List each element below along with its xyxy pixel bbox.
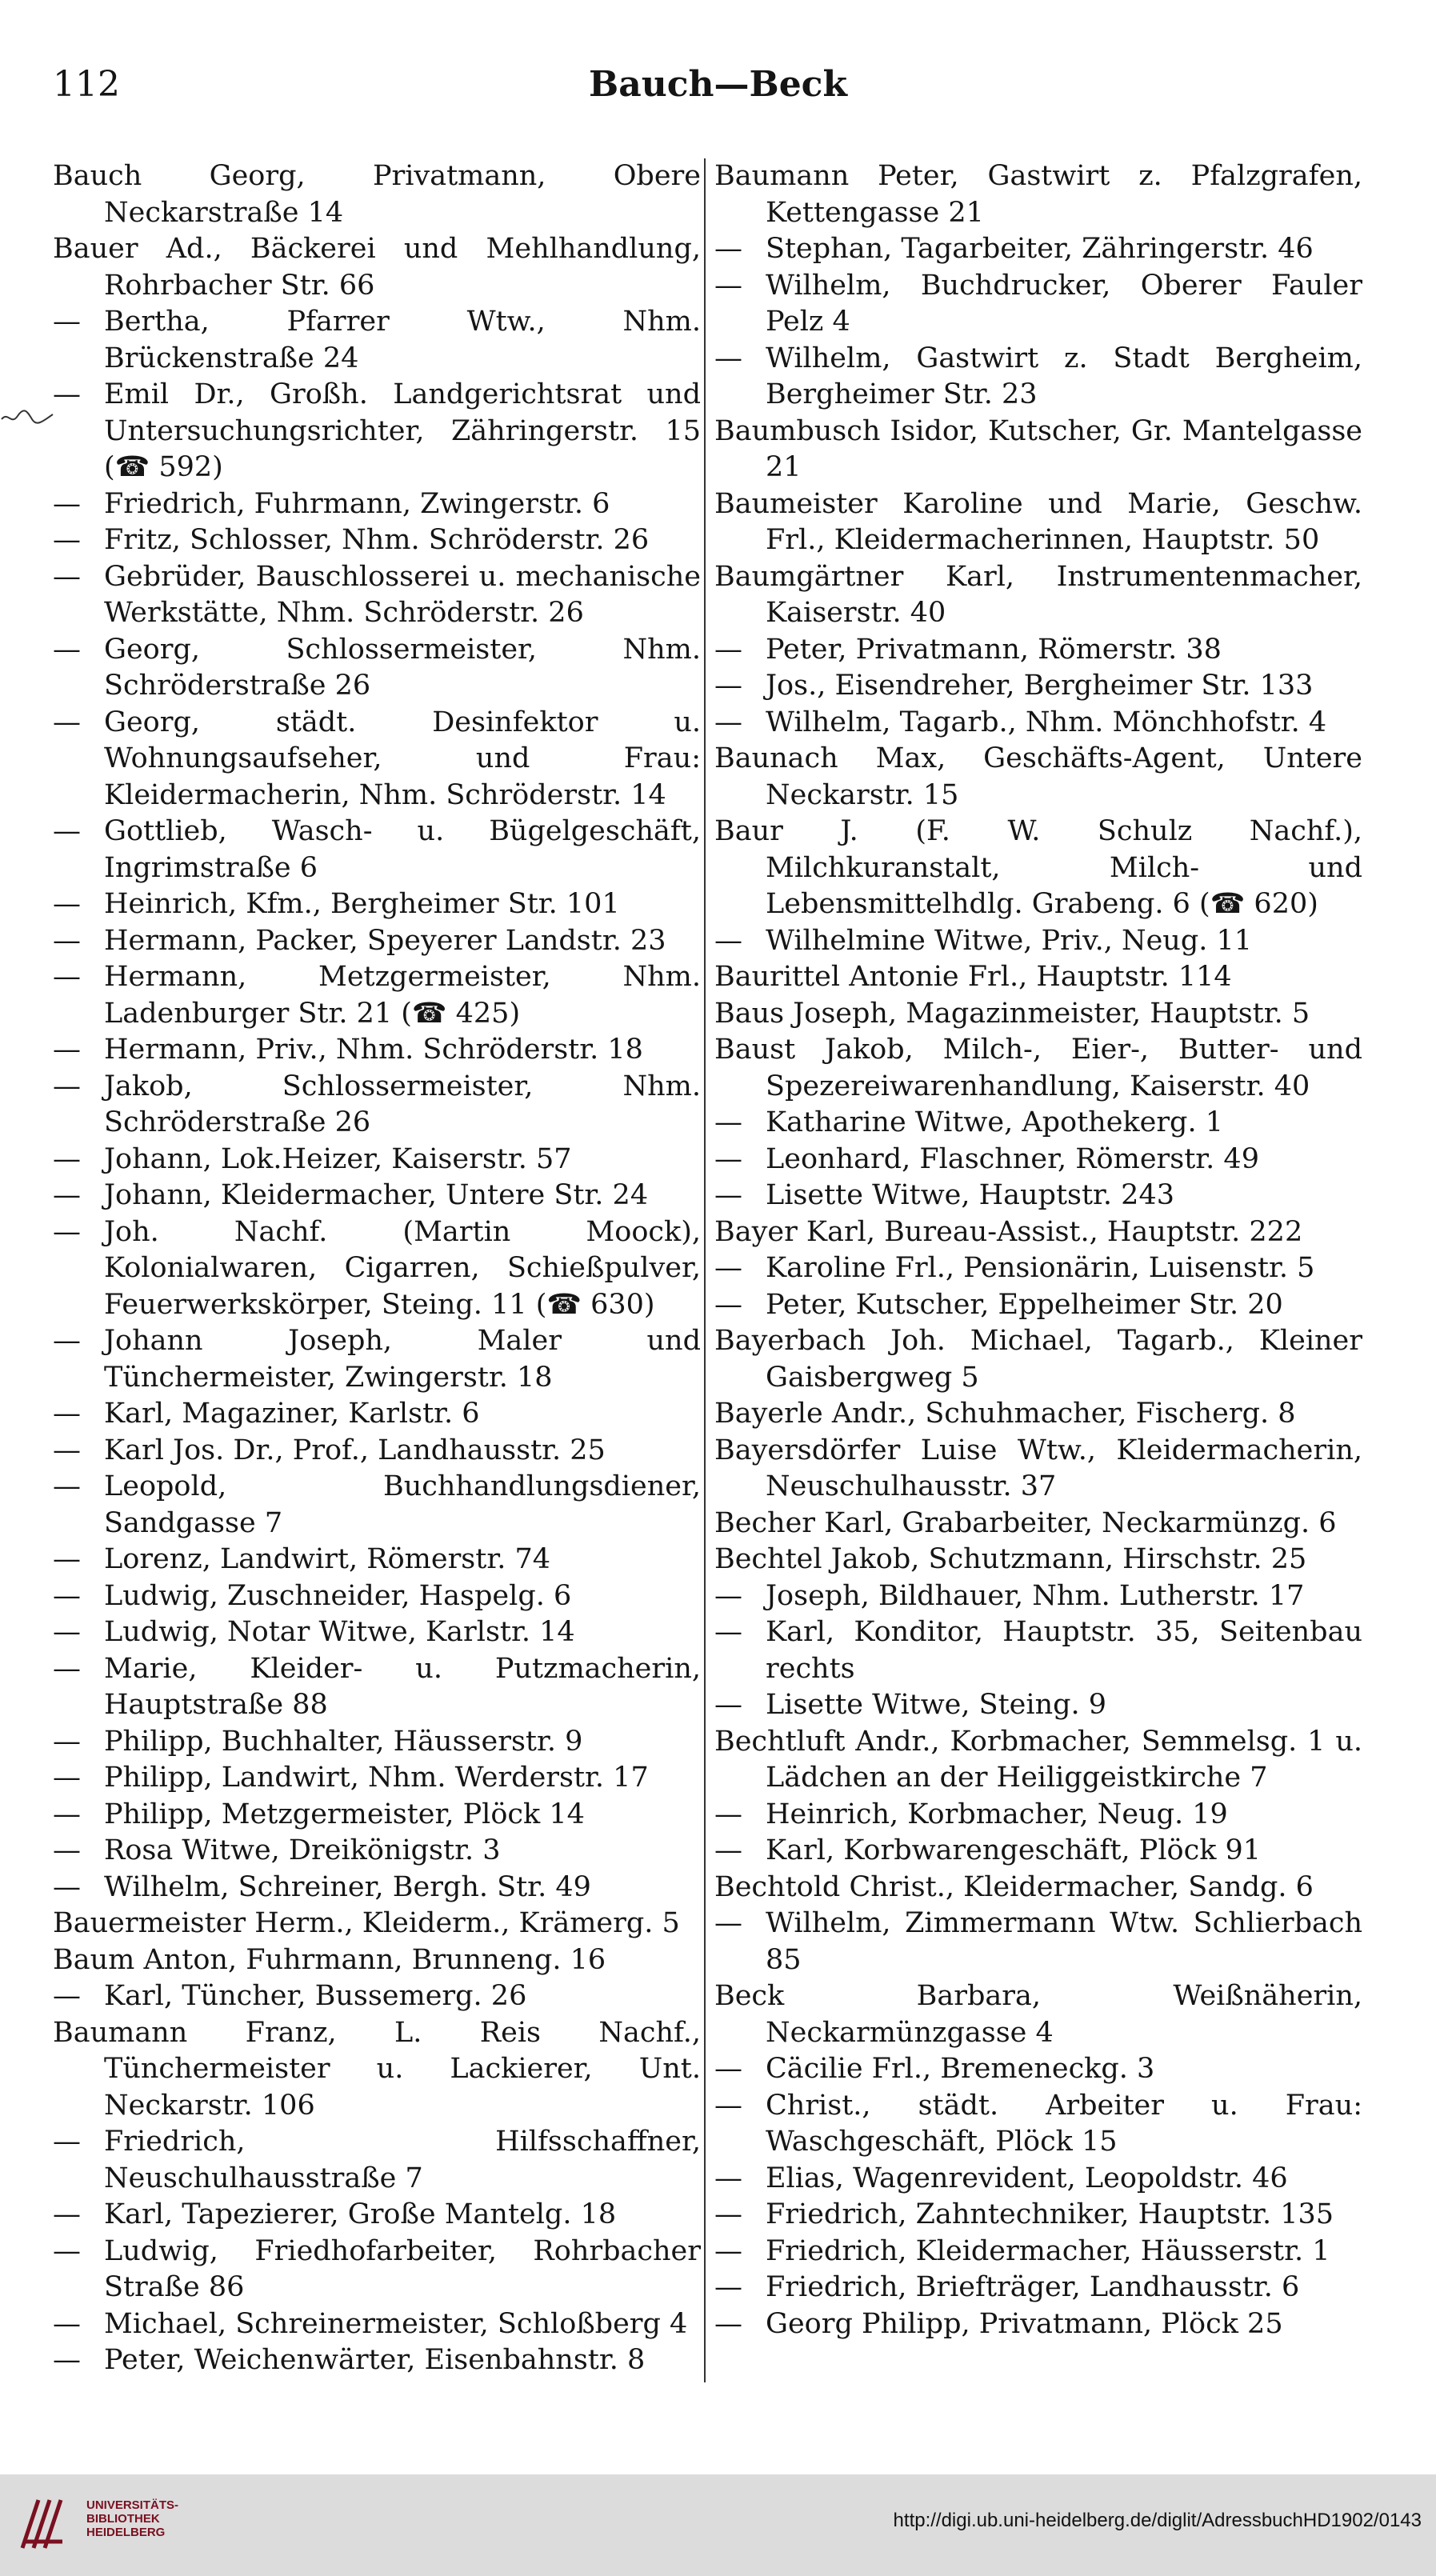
entry-text: Johann, Kleidermacher, Untere Str. 24 (104, 1179, 649, 1211)
directory-entry (53, 1760, 701, 1797)
ditto-dash: — (53, 378, 81, 410)
directory-entry (714, 1797, 1362, 1834)
handwritten-margin-mark-icon (0, 405, 56, 429)
directory-entry (714, 1870, 1362, 1906)
directory-entry (714, 158, 1362, 231)
ditto-dash: — (53, 1834, 81, 1866)
entry-text: Gottlieb, Wasch- u. Bügelgeschäft, Ingrimstraße 6 (104, 815, 701, 884)
directory-entry (714, 341, 1362, 414)
directory-entry (714, 268, 1362, 341)
ditto-dash: — (714, 633, 742, 666)
ditto-dash: — (53, 487, 81, 520)
directory-entry (714, 814, 1362, 923)
column-divider (704, 158, 706, 2382)
entry-text: Cäcilie Frl., Bremeneckg. 3 (766, 2053, 1155, 2085)
logo-line: HEIDELBERG (86, 2526, 166, 2539)
directory-entry (714, 1978, 1362, 2051)
entry-text: Baumbusch Isidor, Kutscher, Gr. Mantelgasse 21 (714, 414, 1362, 483)
directory-entry (714, 668, 1362, 705)
directory-entry (714, 1578, 1362, 1615)
page-number: 112 (53, 64, 120, 105)
ditto-dash: — (53, 2234, 81, 2267)
left-column (53, 158, 701, 2379)
directory-entry (714, 2161, 1362, 2198)
entry-text: Lorenz, Landwirt, Römerstr. 74 (104, 1543, 551, 1575)
entry-text: Becher Karl, Grabarbeiter, Neckarmünzg. 6 (714, 1506, 1337, 1539)
ditto-dash: — (53, 1470, 81, 1502)
directory-entry (714, 1142, 1362, 1178)
entry-text: Lisette Witwe, Steing. 9 (766, 1689, 1107, 1721)
directory-entry (53, 486, 701, 523)
entry-text: Georg Philipp, Privatmann, Plöck 25 (766, 2307, 1283, 2340)
ditto-dash: — (714, 1142, 742, 1175)
entry-text: Wilhelm, Buchdrucker, Oberer Fauler Pelz 4 (766, 269, 1362, 338)
entry-text: Philipp, Buchhalter, Häusserstr. 9 (104, 1725, 583, 1758)
entry-text: Ludwig, Notar Witwe, Karlstr. 14 (104, 1616, 575, 1648)
ditto-dash: — (714, 1907, 742, 1939)
ditto-dash: — (53, 924, 81, 957)
ditto-dash: — (53, 1142, 81, 1175)
entry-text: Baus Joseph, Magazinmeister, Hauptstr. 5 (714, 997, 1310, 1030)
ditto-dash: — (53, 2198, 81, 2230)
directory-entry (714, 414, 1362, 486)
entry-text: Jakob, Schlossermeister, Nhm. Schröderstraße 26 (104, 1070, 701, 1138)
entry-text: Bayersdörfer Luise Wtw., Kleidermacherin, Neuschulhausstr. 37 (714, 1434, 1362, 1502)
entry-text: Philipp, Landwirt, Nhm. Werderstr. 17 (104, 1762, 649, 1794)
ditto-dash: — (53, 1398, 81, 1430)
directory-entry (53, 1578, 701, 1615)
directory-entry (53, 1396, 701, 1433)
directory-entry (714, 1506, 1362, 1542)
ditto-dash: — (53, 1870, 81, 1903)
entry-text: Leonhard, Flaschner, Römerstr. 49 (766, 1142, 1259, 1175)
directory-entry (714, 705, 1362, 742)
ditto-dash: — (53, 524, 81, 556)
entry-text: Baumgärtner Karl, Instrumentenmacher, Kaiserstr. 40 (714, 560, 1362, 629)
entry-text: Baur J. (F. W. Schulz Nachf.), Milchkuranstalt, Milch- und Lebensmittelhdlg. Grabeng. 6 (☎ 620) (714, 815, 1362, 920)
entry-text: Joh. Nachf. (Martin Moock), Kolonialwaren, Cigarren, Schießpulver, Feuerwerkskörper, Steing. 11 (☎ 630) (104, 1215, 701, 1321)
ditto-dash: — (714, 2162, 742, 2194)
entry-text: Karl Jos. Dr., Prof., Landhausstr. 25 (104, 1434, 606, 1466)
entry-text: Baumann Franz, L. Reis Nachf., Tünchermeister u. Lackierer, Unt. Neckarstr. 106 (53, 2016, 701, 2122)
ditto-dash: — (714, 269, 742, 302)
entry-text: Baust Jakob, Milch-, Eier-, Butter- und Spezereiwarenhandlung, Kaiserstr. 40 (714, 1034, 1362, 1102)
entry-text: Bechtel Jakob, Schutzmann, Hirschstr. 25 (714, 1543, 1307, 1575)
ditto-dash: — (53, 1434, 81, 1466)
directory-entry (714, 231, 1362, 268)
ditto-dash: — (714, 2198, 742, 2230)
directory-entry (53, 231, 701, 304)
ditto-dash: — (714, 342, 742, 374)
directory-entry (53, 377, 701, 486)
directory-entry (53, 522, 701, 559)
ditto-dash: — (53, 1652, 81, 1685)
entry-text: Stephan, Tagarbeiter, Zähringerstr. 46 (766, 233, 1314, 265)
directory-entry (53, 1833, 701, 1870)
directory-entry (53, 1542, 701, 1578)
ditto-dash: — (714, 2234, 742, 2267)
entry-text: Beck Barbara, Weißnäherin, Neckarmünzgasse 4 (714, 1980, 1362, 2049)
ditto-dash: — (53, 815, 81, 847)
ditto-dash: — (53, 961, 81, 993)
ditto-dash: — (53, 1980, 81, 2012)
entry-text: Bechtluft Andr., Korbmacher, Semmelsg. 1 u. Lädchen an der Heiliggeistkirche 7 (714, 1725, 1362, 1794)
directory-entry (53, 158, 701, 231)
ditto-dash: — (714, 1689, 742, 1721)
directory-entry (53, 1469, 701, 1542)
entry-text: Hermann, Metzgermeister, Nhm. Ladenburger Str. 21 (☎ 425) (104, 961, 701, 1030)
directory-entry (714, 1323, 1362, 1396)
ditto-dash: — (53, 2126, 81, 2158)
ditto-dash: — (53, 1179, 81, 1211)
entry-text: Karl, Magaziner, Karlstr. 6 (104, 1398, 480, 1430)
directory-entry (53, 2234, 701, 2306)
entry-text: Georg, städt. Desinfektor u. Wohnungsaufseher, und Frau: Kleidermacherin, Nhm. Schröderstr. 14 (104, 706, 701, 811)
entry-text: Friedrich, Briefträger, Landhausstr. 6 (766, 2271, 1300, 2303)
entry-text: Bayer Karl, Bureau-Assist., Hauptstr. 222 (714, 1215, 1303, 1248)
ditto-dash: — (53, 1543, 81, 1575)
directory-entry (53, 1433, 701, 1470)
directory-entry (714, 559, 1362, 632)
running-head: Bauch—Beck (589, 64, 847, 105)
directory-entry (714, 1287, 1362, 1324)
directory-entry (53, 1614, 701, 1651)
directory-entry (714, 486, 1362, 559)
entry-text: Bauch Georg, Privatmann, Obere Neckarstraße 14 (53, 160, 701, 229)
entry-text: Katharine Witwe, Apothekerg. 1 (766, 1106, 1223, 1138)
ditto-dash: — (53, 888, 81, 920)
directory-entry (53, 1069, 701, 1142)
directory-entry (714, 1214, 1362, 1251)
entry-text: Wilhelm, Zimmermann Wtw. Schlierbach 85 (766, 1907, 1362, 1976)
directory-entry (53, 1724, 701, 1761)
directory-entry (53, 1214, 701, 1324)
entry-text: Marie, Kleider- u. Putzmacherin, Hauptstraße 88 (104, 1652, 701, 1721)
directory-entry (714, 923, 1362, 960)
entry-text: Philipp, Metzgermeister, Plöck 14 (104, 1798, 585, 1830)
entry-text: Karl, Korbwarengeschäft, Plöck 91 (766, 1834, 1262, 1866)
directory-entry (53, 1797, 701, 1834)
entry-text: Friedrich, Kleidermacher, Häusserstr. 1 (766, 2234, 1330, 2267)
directory-entry (714, 1396, 1362, 1433)
entry-text: Bauermeister Herm., Kleiderm., Krämerg. 5 (53, 1907, 680, 1939)
directory-entry (53, 1870, 701, 1906)
ditto-dash: — (714, 1288, 742, 1321)
entry-text: Peter, Kutscher, Eppelheimer Str. 20 (766, 1288, 1283, 1321)
entry-text: Friedrich, Fuhrmann, Zwingerstr. 6 (104, 487, 610, 520)
directory-entry (53, 923, 701, 960)
ditto-dash: — (53, 1325, 81, 1357)
directory-entry (53, 886, 701, 923)
entry-text: Emil Dr., Großh. Landgerichtsrat und Untersuchungsrichter, Zähringerstr. 15 (☎ 592) (104, 378, 701, 483)
entry-text: Baum Anton, Fuhrmann, Brunneng. 16 (53, 1943, 606, 1976)
entry-text: Wilhelmine Witwe, Priv., Neug. 11 (766, 924, 1253, 957)
directory-entry (53, 2197, 701, 2234)
directory-entry (53, 2124, 701, 2197)
entry-text: Lisette Witwe, Hauptstr. 243 (766, 1179, 1174, 1211)
entry-text: Bertha, Pfarrer Wtw., Nhm. Brückenstraße 24 (104, 306, 701, 374)
entry-text: Johann, Lok.Heizer, Kaiserstr. 57 (104, 1142, 572, 1175)
directory-entry (53, 1178, 701, 1214)
ditto-dash: — (714, 2053, 742, 2085)
entry-text: Baurittel Antonie Frl., Hauptstr. 114 (714, 961, 1232, 993)
directory-entry (53, 1142, 701, 1178)
ditto-dash: — (53, 2307, 81, 2340)
ditto-dash: — (714, 1106, 742, 1138)
directory-entry (714, 2234, 1362, 2270)
library-logo-text (86, 2498, 178, 2539)
directory-entry (714, 1724, 1362, 1797)
ditto-dash: — (53, 1034, 81, 1066)
ditto-dash: — (714, 233, 742, 265)
directory-entry (714, 959, 1362, 996)
right-column (714, 158, 1362, 2342)
directory-entry (53, 1032, 701, 1069)
directory-entry (53, 959, 701, 1032)
directory-entry (53, 2342, 701, 2379)
ditto-dash: — (714, 2307, 742, 2340)
entry-text: Karl, Tapezierer, Große Mantelg. 18 (104, 2198, 617, 2230)
ditto-dash: — (53, 706, 81, 738)
ditto-dash: — (53, 633, 81, 666)
entry-text: Heinrich, Kfm., Bergheimer Str. 101 (104, 888, 620, 920)
directory-entry (53, 2306, 701, 2343)
directory-entry (714, 2270, 1362, 2306)
directory-entry (714, 1433, 1362, 1506)
entry-text: Leopold, Buchhandlungsdiener, Sandgasse 7 (104, 1470, 701, 1539)
ditto-dash: — (714, 670, 742, 702)
ditto-dash: — (53, 1798, 81, 1830)
entry-text: Baumeister Karoline und Marie, Geschw. Frl., Kleidermacherinnen, Hauptstr. 50 (714, 487, 1362, 556)
entry-text: Bayerle Andr., Schuhmacher, Fischerg. 8 (714, 1398, 1296, 1430)
ditto-dash: — (714, 706, 742, 738)
entry-text: Bauer Ad., Bäckerei und Mehlhandlung, Rohrbacher Str. 66 (53, 233, 701, 302)
directory-entry (53, 1323, 701, 1396)
ditto-dash: — (53, 1579, 81, 1612)
ditto-dash: — (714, 1616, 742, 1648)
ditto-dash: — (714, 1179, 742, 1211)
directory-entry (714, 1614, 1362, 1687)
entry-text: Joseph, Bildhauer, Nhm. Lutherstr. 17 (766, 1579, 1305, 1612)
entry-text: Friedrich, Zahntechniker, Hauptstr. 135 (766, 2198, 1334, 2230)
ditto-dash: — (53, 1762, 81, 1794)
entry-text: Gebrüder, Bauschlosserei u. mechanische Werkstätte, Nhm. Schröderstr. 26 (104, 560, 701, 629)
directory-entry (714, 1687, 1362, 1724)
entry-text: Heinrich, Korbmacher, Neug. 19 (766, 1798, 1228, 1830)
entry-text: Wilhelm, Schreiner, Bergh. Str. 49 (104, 1870, 591, 1903)
directory-entry (53, 705, 701, 814)
entry-text: Peter, Weichenwärter, Eisenbahnstr. 8 (104, 2344, 646, 2376)
footer-bar (0, 2474, 1436, 2576)
entry-text: Bechtold Christ., Kleidermacher, Sandg. 6 (714, 1870, 1314, 1903)
directory-entry (714, 996, 1362, 1033)
ditto-dash: — (53, 560, 81, 593)
ditto-dash: — (714, 1834, 742, 1866)
directory-entry (714, 2197, 1362, 2234)
ditto-dash: — (53, 1725, 81, 1758)
directory-entry (714, 1833, 1362, 1870)
ditto-dash: — (53, 2344, 81, 2376)
ditto-dash: — (53, 306, 81, 338)
directory-entry (53, 559, 701, 632)
directory-entry (714, 632, 1362, 669)
directory-entry (714, 1906, 1362, 1978)
directory-entry (53, 814, 701, 886)
source-url-link[interactable]: http://digi.ub.uni-heidelberg.de/diglit/AdressbuchHD1902/0143 (893, 2510, 1422, 2531)
entry-text: Georg, Schlossermeister, Nhm. Schröderstraße 26 (104, 633, 701, 702)
entry-text: Baunach Max, Geschäfts-Agent, Untere Neckarstr. 15 (714, 742, 1362, 811)
ditto-dash: — (714, 1252, 742, 1284)
directory-entry (53, 2015, 701, 2125)
directory-entry (714, 1250, 1362, 1287)
directory-entry (53, 304, 701, 377)
ditto-dash: — (714, 2089, 742, 2122)
ditto-dash: — (714, 1579, 742, 1612)
entry-text: Karl, Tüncher, Bussemerg. 26 (104, 1980, 527, 2012)
entry-text: Wilhelm, Tagarb., Nhm. Mönchhofstr. 4 (766, 706, 1327, 738)
entry-text: Christ., städt. Arbeiter u. Frau: Waschgeschäft, Plöck 15 (766, 2089, 1362, 2158)
directory-entry (714, 2051, 1362, 2088)
directory-entry (714, 1105, 1362, 1142)
entry-text: Ludwig, Zuschneider, Haspelg. 6 (104, 1579, 572, 1612)
ditto-dash: — (714, 2271, 742, 2303)
directory-entry (53, 1906, 701, 1942)
directory-entry (714, 2306, 1362, 2343)
logo-line: BIBLIOTHEK (86, 2512, 160, 2526)
entry-text: Fritz, Schlosser, Nhm. Schröderstr. 26 (104, 524, 650, 556)
ditto-dash: — (53, 1070, 81, 1102)
ditto-dash: — (714, 924, 742, 957)
directory-entry (53, 1978, 701, 2015)
entry-text: Hermann, Packer, Speyerer Landstr. 23 (104, 924, 666, 957)
entry-text: Bayerbach Joh. Michael, Tagarb., Kleiner Gaisbergweg 5 (714, 1325, 1362, 1394)
entry-text: Friedrich, Hilfsschaffner, Neuschulhausstraße 7 (104, 2126, 701, 2194)
logo-line: UNIVERSITÄTS- (86, 2498, 179, 2512)
ditto-dash: — (53, 1215, 81, 1248)
entry-text: Michael, Schreinermeister, Schloßberg 4 (104, 2307, 688, 2340)
entry-text: Johann Joseph, Maler und Tünchermeister, Zwingerstr. 18 (104, 1325, 701, 1394)
directory-entry (53, 632, 701, 705)
directory-entry (714, 1178, 1362, 1214)
entry-text: Karoline Frl., Pensionärin, Luisenstr. 5 (766, 1252, 1315, 1284)
university-library-logo-icon (14, 2492, 78, 2556)
entry-text: Peter, Privatmann, Römerstr. 38 (766, 633, 1222, 666)
page-header (0, 64, 1436, 120)
entry-text: Rosa Witwe, Dreikönigstr. 3 (104, 1834, 501, 1866)
entry-text: Baumann Peter, Gastwirt z. Pfalzgrafen, Kettengasse 21 (714, 160, 1362, 229)
entry-text: Ludwig, Friedhofarbeiter, Rohrbacher Straße 86 (104, 2234, 701, 2303)
entry-text: Elias, Wagenrevident, Leopoldstr. 46 (766, 2162, 1288, 2194)
directory-entry (714, 2088, 1362, 2161)
entry-text: Jos., Eisendreher, Bergheimer Str. 133 (766, 670, 1314, 702)
directory-entry (53, 1651, 701, 1724)
directory-entry (714, 1542, 1362, 1578)
ditto-dash: — (53, 1616, 81, 1648)
entry-text: Karl, Konditor, Hauptstr. 35, Seitenbau rechts (766, 1616, 1362, 1685)
entry-text: Wilhelm, Gastwirt z. Stadt Bergheim, Bergheimer Str. 23 (766, 342, 1362, 410)
entry-text: Hermann, Priv., Nhm. Schröderstr. 18 (104, 1034, 643, 1066)
directory-entry (53, 1942, 701, 1979)
directory-entry (714, 741, 1362, 814)
directory-entry (714, 1032, 1362, 1105)
ditto-dash: — (714, 1798, 742, 1830)
